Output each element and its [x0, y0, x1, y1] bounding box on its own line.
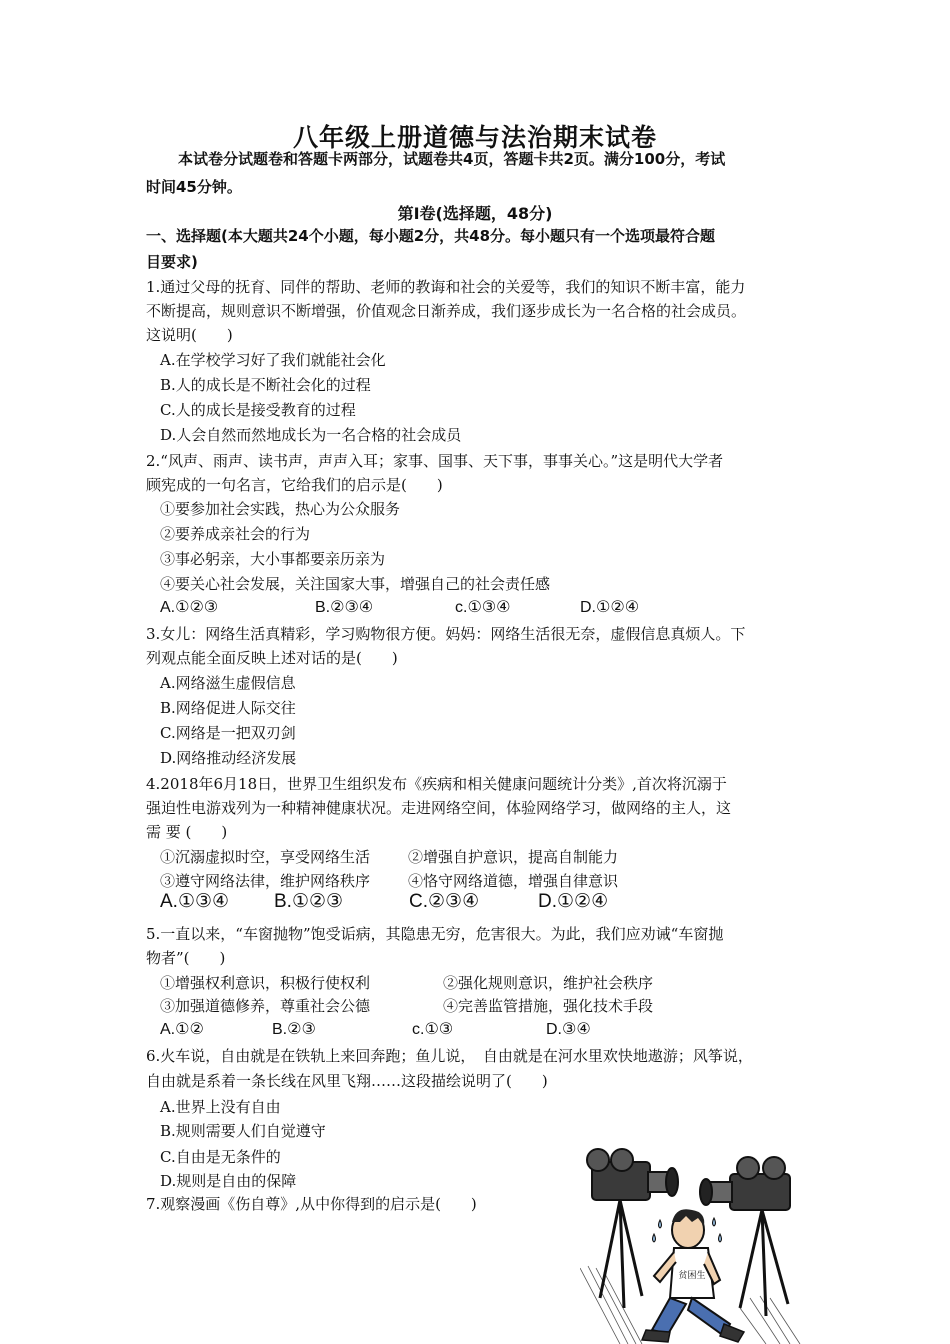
question-6-option-b: B.规则需要人们自觉遵守 — [160, 1122, 326, 1140]
question-5-line-1: 5.一直以来，“车窗抛物”饱受诟病，其隐患无穷，危害很大。为此，我们应劝诫“车窗抛 — [146, 925, 724, 943]
section-title: 第Ⅰ卷(选择题，48分) — [397, 204, 553, 223]
question-2-item-1: ①要参加社会实践，热心为公众服务 — [160, 500, 401, 518]
question-1-option-c: C.人的成长是接受教育的过程 — [160, 401, 356, 419]
question-5-item-1: ①增强权利意识，积极行使权利 — [160, 974, 371, 992]
question-3-option-a: A.网络滋生虚假信息 — [160, 674, 296, 692]
intro-line-2: 时间45分钟。 — [146, 178, 242, 196]
question-4-item-4: ④恪守网络道德，增强自律意识 — [408, 872, 619, 890]
question-2-item-4: ④要关心社会发展，关注国家大事，增强自己的社会责任感 — [160, 575, 551, 593]
question-2-line-1: 2.“风声、雨声、读书声，声声入耳；家事、国事、天下事，事事关心。”这是明代大学者 — [146, 452, 724, 470]
question-6-line-2: 自由就是系着一条长线在风里飞翔……这段描绘说明了( ) — [146, 1072, 548, 1090]
question-1-option-d: D.人会自然而然地成长为一名合格的社会成员 — [160, 426, 462, 444]
question-1-line-3: 这说明( ) — [146, 326, 233, 344]
question-5-item-3: ③加强道德修养，尊重社会公德 — [160, 997, 371, 1015]
question-6-option-c: C.自由是无条件的 — [160, 1148, 281, 1166]
question-2-choice-d: D.①②④ — [580, 599, 640, 616]
question-3-option-d: D.网络推动经济发展 — [160, 749, 297, 767]
question-1-option-b: B.人的成长是不断社会化的过程 — [160, 376, 371, 394]
question-6-line-1: 6.火车说，自由就是在铁轨上来回奔跑；鱼儿说， 自由就是在河水里欢快地遨游；风筝说， — [146, 1047, 753, 1065]
question-4-item-1: ①沉溺虚拟时空，享受网络生活 — [160, 848, 371, 866]
question-4-item-2: ②增强自护意识，提高自制能力 — [408, 848, 619, 866]
question-4-line-1: 4.2018年6月18日，世界卫生组织发布《疾病和相关健康问题统计分类》,首次将沉溺于 — [146, 775, 727, 793]
question-5-choice-a: A.①② — [160, 1021, 204, 1038]
question-4-choice-d: D.①②④ — [538, 891, 609, 912]
question-5-choice-b: B.②③ — [272, 1021, 316, 1038]
question-4-choice-a: A.①③④ — [160, 891, 230, 912]
question-2-choice-a: A.①②③ — [160, 599, 219, 616]
question-4-choice-b: B.①②③ — [274, 891, 344, 912]
cartoon-illustration — [580, 1148, 802, 1344]
page-title: 八年级上册道德与法治期末试卷 — [292, 123, 657, 152]
part-heading-line-2: 目要求) — [146, 253, 198, 271]
question-3-line-1: 3.女儿：网络生活真精彩，学习购物很方便。妈妈：网络生活很无奈，虚假信息真烦人。下 — [146, 625, 746, 643]
question-3-line-2: 列观点能全面反映上述对话的是( ) — [146, 649, 398, 667]
question-1-option-a: A.在学校学习好了我们就能社会化 — [160, 351, 386, 369]
question-1-line-1: 1.通过父母的抚育、同伴的帮助、老师的教诲和社会的关爱等，我们的知识不断丰富，能力 — [146, 278, 746, 296]
question-2-item-3: ③事必躬亲，大小事都要亲历亲为 — [160, 550, 386, 568]
question-2-line-2: 顾宪成的一句名言，它给我们的启示是( ) — [146, 476, 443, 494]
question-4-line-3: 需 要 ( ) — [146, 823, 228, 841]
shirt-text: 贫困生 — [678, 1271, 706, 1281]
intro-line-1: 本试卷分试题卷和答题卡两部分，试题卷共4页，答题卡共2页。满分100分，考试 — [178, 150, 726, 168]
question-3-option-c: C.网络是一把双刃剑 — [160, 724, 296, 742]
question-2-choice-c: c.①③④ — [455, 599, 511, 616]
part-heading-line-1: 一、选择题(本大题共24个小题，每小题2分，共48分。每小题只有一个选项最符合题 — [146, 227, 716, 245]
question-4-choice-c: C.②③④ — [409, 891, 480, 912]
question-4-line-2: 强迫性电游戏列为一种精神健康状况。走进网络空间，体验网络学习，做网络的主人，这 — [146, 799, 732, 817]
question-6-option-d: D.规则是自由的保障 — [160, 1172, 297, 1190]
question-3-option-b: B.网络促进人际交往 — [160, 699, 296, 717]
question-5-choice-d: D.③④ — [546, 1021, 591, 1038]
question-7-line-1: 7.观察漫画《伤自尊》,从中你得到的启示是( ) — [146, 1195, 477, 1213]
question-5-line-2: 物者”( ) — [146, 949, 226, 967]
question-1-line-2: 不断提高，规则意识不断增强，价值观念日渐养成，我们逐步成长为一名合格的社会成员。 — [146, 302, 747, 320]
question-5-item-4: ④完善监管措施，强化技术手段 — [443, 997, 654, 1015]
question-5-choice-c: c.①③ — [412, 1021, 454, 1038]
question-6-option-a: A.世界上没有自由 — [160, 1098, 281, 1116]
question-4-item-3: ③遵守网络法律，维护网络秩序 — [160, 872, 371, 890]
question-2-choice-b: B.②③④ — [315, 599, 374, 616]
question-5-item-2: ②强化规则意识，维护社会秩序 — [443, 974, 654, 992]
question-2-item-2: ②要养成亲社会的行为 — [160, 525, 311, 543]
